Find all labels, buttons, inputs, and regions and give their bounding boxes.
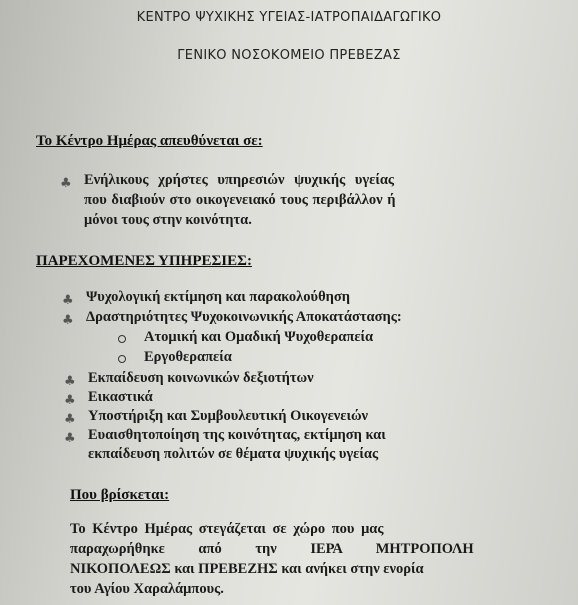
audience-line-3: μόνοι τους στην κοινότητα. xyxy=(84,212,252,228)
location-line-2: παραχωρήθηκε από την ΙΕΡΑ ΜΗΤΡΟΠΟΛΗ xyxy=(70,541,474,557)
sub-bullet-circle-icon xyxy=(118,335,126,343)
service-item: Ευαισθητοποίηση της κοινότητας, εκτίμηση και xyxy=(88,427,386,443)
service-item-continued: εκπαίδευση πολιτών σε θέματα ψυχικής υγείας xyxy=(88,446,379,462)
service-item: Ψυχολογική εκτίμηση και παρακολούθηση xyxy=(86,289,350,305)
location-line-4: του Αγίου Χαραλάμπους. xyxy=(70,581,224,597)
audience-line-1: Ενήλικους χρήστες υπηρεσιών ψυχικής υγείας xyxy=(84,172,395,188)
bullet-marker-icon: ♣ xyxy=(60,176,72,191)
location-line-3: ΝΙΚΟΠΟΛΕΩΣ και ΠΡΕΒΕΖΗΣ και ανήκει στην ενορία xyxy=(70,561,424,577)
location-line-1: Το Κέντρο Ημέρας στεγάζεται σε χώρο που μας xyxy=(70,521,384,537)
bullet-marker-icon: ♣ xyxy=(62,293,74,308)
section-title-audience: Το Κέντρο Ημέρας απευθύνεται σε: xyxy=(36,133,263,149)
service-subitem: Ατομική και Ομαδική Ψυχοθεραπεία xyxy=(144,329,374,345)
header-line-2: ΓΕΝΙΚΟ ΝΟΣΟΚΟΜΕΙΟ ΠΡΕΒΕΖΑΣ xyxy=(177,48,401,63)
service-subitem: Εργοθεραπεία xyxy=(144,349,232,365)
service-item: Εικαστικά xyxy=(88,389,153,405)
bullet-marker-icon: ♣ xyxy=(64,374,76,389)
bullet-marker-icon: ♣ xyxy=(62,313,74,328)
bullet-marker-icon: ♣ xyxy=(64,412,76,427)
sub-bullet-circle-icon xyxy=(118,355,126,363)
service-item: Εκπαίδευση κοινωνικών δεξιοτήτων xyxy=(88,370,314,386)
section-title-services: ΠΑΡΕΧΟΜΕΝΕΣ ΥΠΗΡΕΣΙΕΣ: xyxy=(36,253,252,269)
service-item: Υποστήριξη και Συμβουλευτική Οικογενειών xyxy=(88,408,369,424)
section-title-location: Που βρίσκεται: xyxy=(70,487,170,503)
service-item: Δραστηριότητες Ψυχοκοινωνικής Αποκατάστασης: xyxy=(86,309,402,325)
bullet-marker-icon: ♣ xyxy=(64,393,76,408)
audience-line-2: που διαβιούν στο οικογενειακό τους περιβάλλον ή xyxy=(84,192,396,208)
header-line-1: ΚΕΝΤΡΟ ΨΥΧΙΚΗΣ ΥΓΕΙΑΣ-ΙΑΤΡΟΠΑΙΔΑΓΩΓΙΚΟ xyxy=(136,10,442,25)
bullet-marker-icon: ♣ xyxy=(64,431,76,446)
